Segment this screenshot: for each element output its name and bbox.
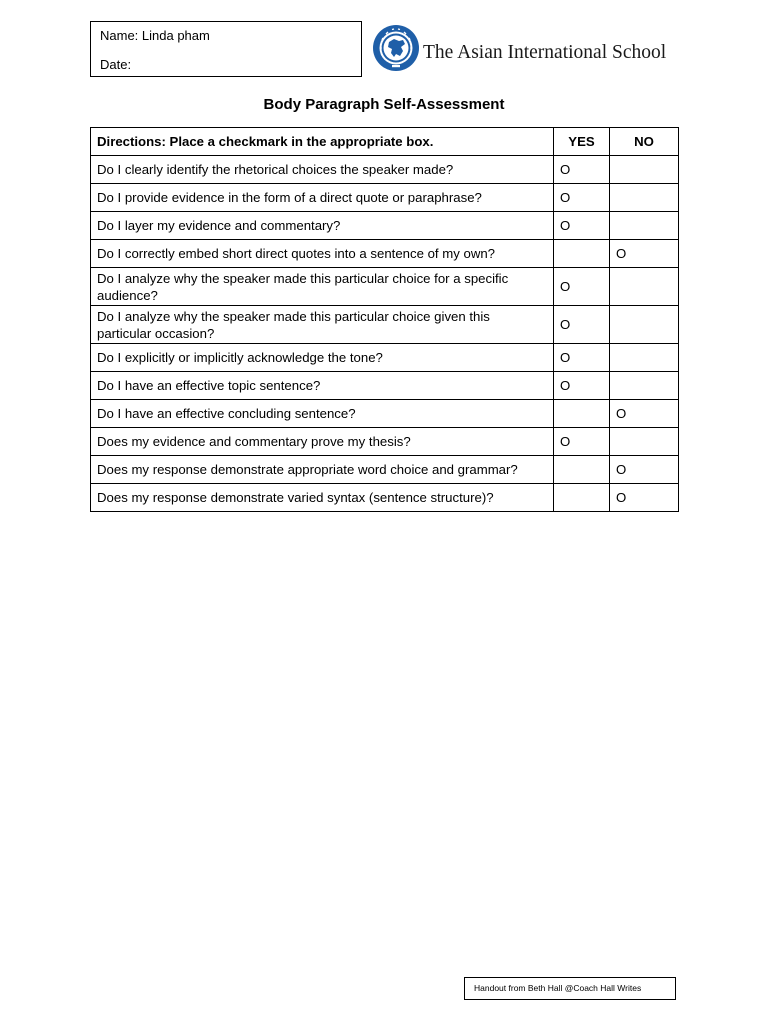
- question-cell: Does my response demonstrate appropriate word choice and grammar?: [91, 456, 554, 484]
- question-cell: Does my evidence and commentary prove my thesis?: [91, 428, 554, 456]
- question-cell: Do I clearly identify the rhetorical choices the speaker made?: [91, 156, 554, 184]
- yes-mark-cell: [554, 240, 610, 268]
- table-row: [91, 400, 679, 428]
- no-mark-cell: O: [610, 240, 679, 268]
- question-cell: Do I have an effective topic sentence?: [91, 372, 554, 400]
- table-row: [91, 240, 679, 268]
- question-cell: Do I explicitly or implicitly acknowledge the tone?: [91, 344, 554, 372]
- yes-mark-cell: [554, 484, 610, 512]
- yes-mark-cell: O: [554, 268, 610, 306]
- yes-mark-cell: O: [554, 344, 610, 372]
- yes-mark-cell: [554, 456, 610, 484]
- question-cell: Do I analyze why the speaker made this particular choice given this particular occasion?: [91, 306, 554, 344]
- table-row: [91, 212, 679, 240]
- no-mark-cell: [610, 344, 679, 372]
- question-cell: Do I provide evidence in the form of a direct quote or paraphrase?: [91, 184, 554, 212]
- name-date-box: [90, 21, 362, 77]
- question-cell: Do I correctly embed short direct quotes into a sentence of my own?: [91, 240, 554, 268]
- table-row: [91, 306, 679, 344]
- yes-mark-cell: O: [554, 212, 610, 240]
- no-mark-cell: [610, 306, 679, 344]
- table-row: [91, 344, 679, 372]
- table-row: [91, 156, 679, 184]
- no-mark-cell: [610, 212, 679, 240]
- no-mark-cell: [610, 372, 679, 400]
- school-name: The Asian International School: [423, 42, 667, 63]
- table-header-row: [91, 128, 679, 156]
- table-row: [91, 428, 679, 456]
- question-cell: Does my response demonstrate varied syntax (sentence structure)?: [91, 484, 554, 512]
- table-row: [91, 184, 679, 212]
- yes-mark-cell: O: [554, 372, 610, 400]
- student-name: Name: Linda pham: [100, 28, 210, 43]
- no-mark-cell: [610, 428, 679, 456]
- no-mark-cell: O: [610, 456, 679, 484]
- yes-mark-cell: O: [554, 428, 610, 456]
- footer-credit: Handout from Beth Hall @Coach Hall Writes: [464, 977, 676, 1000]
- question-cell: Do I layer my evidence and commentary?: [91, 212, 554, 240]
- school-seal-logo-icon: [372, 23, 420, 73]
- self-assessment-table: [90, 127, 679, 512]
- page-title: Body Paragraph Self-Assessment: [263, 96, 505, 113]
- table-row: [91, 456, 679, 484]
- yes-mark-cell: [554, 400, 610, 428]
- yes-mark-cell: O: [554, 156, 610, 184]
- no-column-header: NO: [610, 128, 679, 156]
- table-row: [91, 372, 679, 400]
- no-mark-cell: O: [610, 484, 679, 512]
- yes-mark-cell: O: [554, 184, 610, 212]
- question-cell: Do I analyze why the speaker made this particular choice for a specific audience?: [91, 268, 554, 306]
- date-field: Date:: [100, 57, 132, 72]
- no-mark-cell: [610, 156, 679, 184]
- no-mark-cell: [610, 184, 679, 212]
- no-mark-cell: O: [610, 400, 679, 428]
- question-cell: Do I have an effective concluding sentence?: [91, 400, 554, 428]
- table-row: [91, 484, 679, 512]
- no-mark-cell: [610, 268, 679, 306]
- yes-mark-cell: O: [554, 306, 610, 344]
- directions-header: Directions: Place a checkmark in the appropriate box.: [91, 128, 554, 156]
- table-row: [91, 268, 679, 306]
- yes-column-header: YES: [554, 128, 610, 156]
